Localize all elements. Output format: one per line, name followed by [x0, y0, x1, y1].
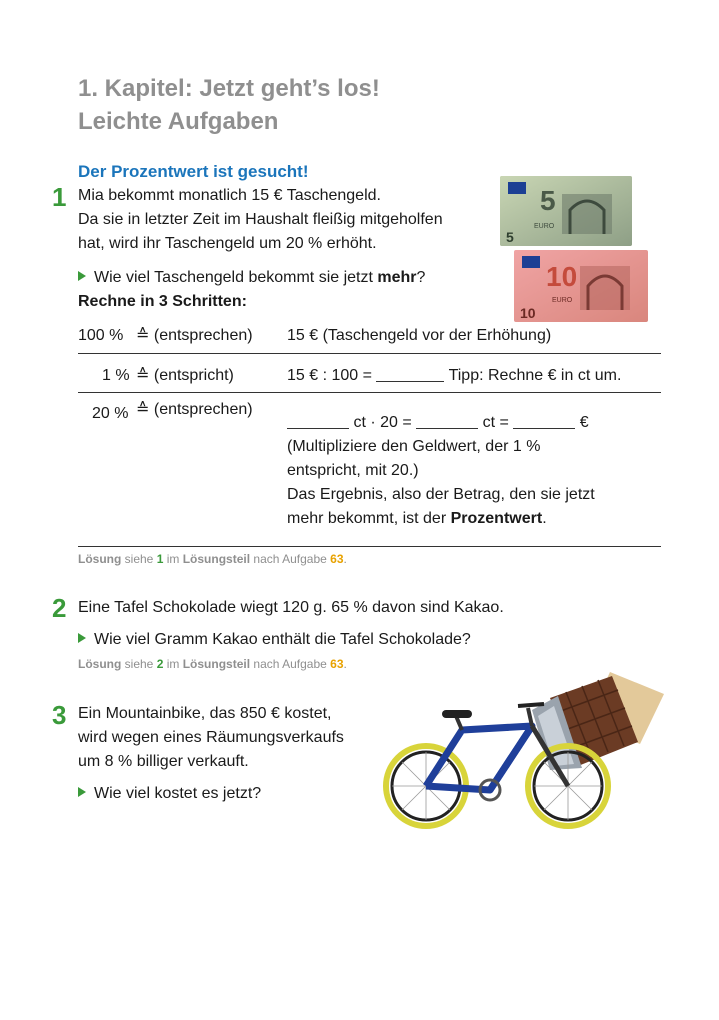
task2-text: Eine Tafel Schokolade wiegt 120 g. 65 % davon sind Kakao.: [78, 599, 504, 616]
solution-note-1: Lösung siehe 1 im Lösungsteil nach Aufgabe 63.: [78, 552, 347, 566]
task3-question: Wie viel kostet es jetzt?: [78, 782, 261, 806]
row3-symbol: ≙ (entsprechen): [136, 401, 253, 418]
eu-flag-icon: [508, 182, 526, 194]
arrow-right-icon: [78, 787, 86, 797]
task1-line-2: Da sie in letzter Zeit im Haushalt fleißig mitgeholfen: [78, 211, 443, 228]
task1-instruction: Rechne in 3 Schritten:: [78, 293, 247, 310]
svg-text:5: 5: [506, 229, 514, 245]
row1-right: 15 € (Taschengeld vor der Erhöhung): [287, 327, 552, 344]
task-number-1: 1: [52, 182, 67, 212]
answer-blank[interactable]: [376, 367, 444, 382]
task-number-3: 3: [52, 700, 67, 730]
task1-line-1: Mia bekommt monatlich 15 € Taschengeld.: [78, 187, 381, 204]
answer-blank[interactable]: [287, 414, 349, 429]
svg-text:10: 10: [520, 305, 536, 321]
section-subtitle: Der Prozentwert ist gesucht!: [78, 162, 309, 181]
row3-formula: ct · 20 = ct = €: [287, 411, 589, 435]
chapter-title-line2: Leichte Aufgaben: [78, 108, 279, 135]
arrow-right-icon: [78, 633, 86, 643]
banknote-5-image: [500, 176, 632, 246]
banknote-10-image: [514, 250, 648, 322]
task2-question: Wie viel Gramm Kakao enthält die Tafel Schokolade?: [78, 628, 471, 652]
task-number-2: 2: [52, 593, 67, 623]
solution-note-2: Lösung siehe 2 im Lösungsteil nach Aufgabe 63.: [78, 657, 347, 671]
table-divider: [78, 392, 661, 393]
row3-left: 20 %: [92, 405, 129, 422]
table-divider: [78, 353, 661, 354]
answer-blank[interactable]: [416, 414, 478, 429]
answer-blank[interactable]: [513, 414, 575, 429]
arrow-right-icon: [78, 271, 86, 281]
row3-explanation: (Multipliziere den Geldwert, der 1 % entspricht, mit 20.) Das Ergebnis, also der Betrag, den sie jetzt mehr bekommt, ist der Prozentwert.: [287, 438, 595, 527]
task3-text: Ein Mountainbike, das 850 € kostet, wird wegen eines Räumungsverkaufs um 8 % billiger verkauft.: [78, 705, 344, 770]
row2-left: 1 %: [102, 367, 130, 384]
svg-text:EURO: EURO: [534, 223, 555, 230]
task1-question: Wie viel Taschengeld bekommt sie jetzt mehr?: [78, 266, 425, 290]
banknote-10-value: 10: [546, 261, 578, 292]
row2-symbol: ≙ (entspricht): [136, 367, 234, 384]
row1-left: 100 %: [78, 327, 124, 344]
row2-right: 15 € : 100 = Tipp: Rechne € in ct um.: [287, 367, 622, 384]
svg-text:EURO: EURO: [552, 297, 573, 304]
task1-text: [78, 184, 443, 256]
chapter-title-line1: 1. Kapitel: Jetzt geht’s los!: [78, 75, 380, 102]
task1-line-3: hat, wird ihr Taschengeld um 20 % erhöht.: [78, 235, 377, 252]
bike-chocolate-illustration: [382, 668, 667, 834]
chapter-title: [78, 72, 380, 138]
table-bottom-line: [78, 546, 661, 547]
banknote-5-value: 5: [540, 185, 556, 216]
row1-symbol: ≙ (entsprechen): [136, 327, 253, 344]
eu-flag-icon: [522, 256, 540, 268]
